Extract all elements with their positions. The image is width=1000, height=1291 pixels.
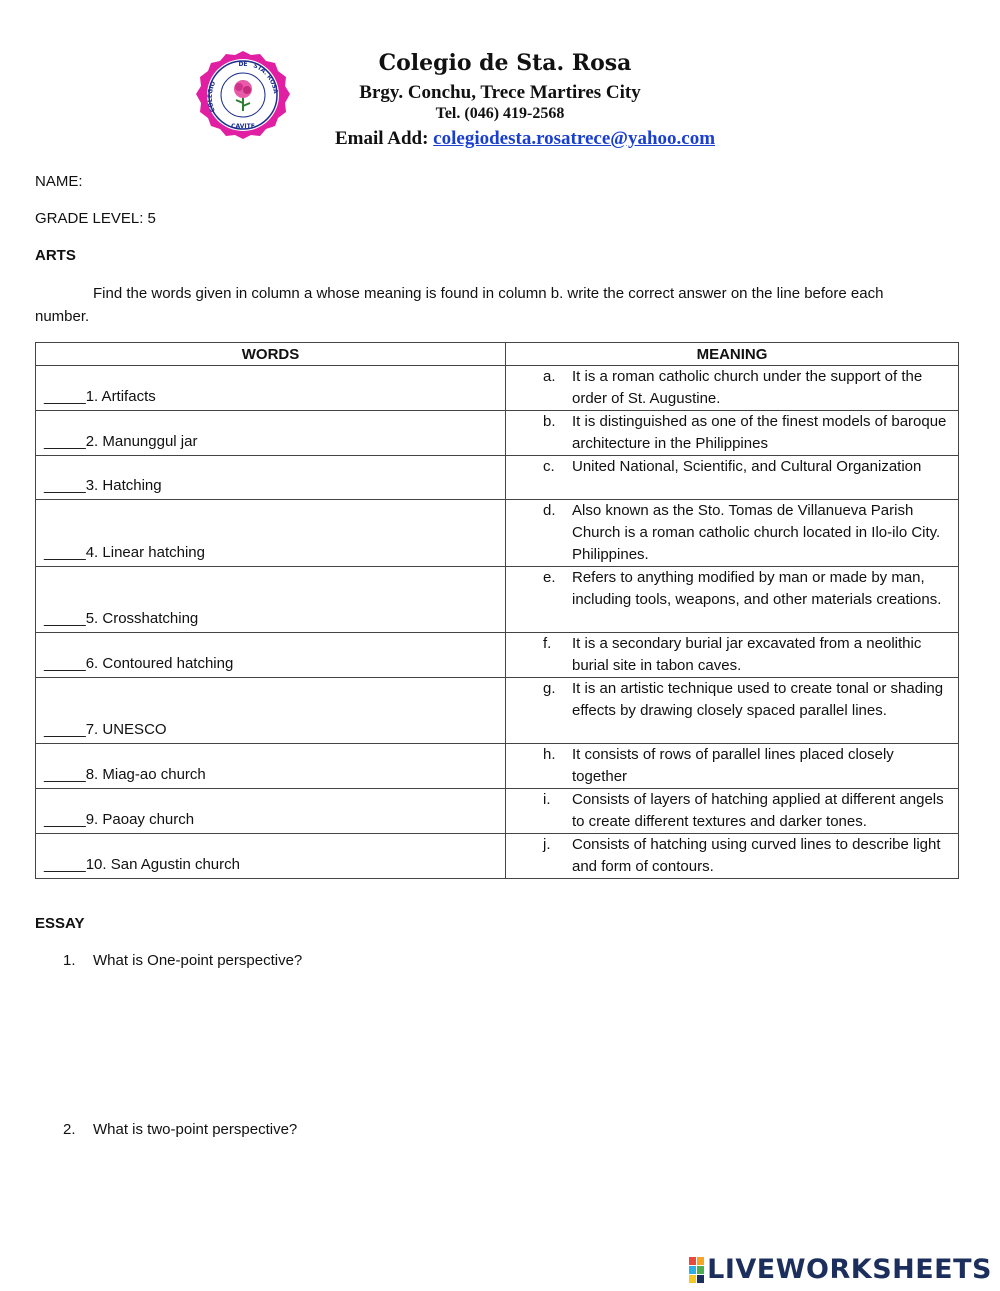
word-cell (36, 789, 506, 834)
meaning-letter: e. (543, 569, 556, 586)
brand-text: LIVEWORKSHEETS (707, 1254, 992, 1285)
word-cell (36, 834, 506, 879)
meaning-letter: i. (543, 791, 551, 808)
section-title-arts: ARTS (35, 247, 76, 264)
meaning-text: It is a secondary burial jar excavated from a neolithic burial site in tabon caves. (572, 635, 922, 674)
meaning-letter: d. (543, 502, 556, 519)
meaning-text: It is an artistic technique used to create tonal or shading effects by drawing closely spaced parallel lines. (572, 680, 944, 719)
meaning-cell (506, 456, 959, 500)
table-row (36, 789, 959, 834)
word-item: _____6. Contoured hatching (44, 655, 234, 672)
meaning-cell (506, 411, 959, 456)
essay-number: 2. (63, 1121, 76, 1138)
table-row (36, 744, 959, 789)
logo-left-text: COLEGIO (206, 80, 218, 113)
word-cell (36, 567, 506, 633)
meaning-text: It consists of rows of parallel lines placed closely together (572, 746, 894, 785)
name-label: NAME: (35, 173, 83, 190)
word-item: _____8. Miag-ao church (44, 766, 206, 783)
meaning-text: Refers to anything modified by man or made by man, including tools, weapons, and other materials creations. (572, 569, 942, 608)
meaning-cell (506, 834, 959, 879)
meaning-text: Consists of layers of hatching applied at different angels to create different textures and darker tones. (572, 791, 944, 830)
table-row (36, 456, 959, 500)
meaning-text: Also known as the Sto. Tomas de Villanueva Parish Church is a roman catholic church located in Ilo-ilo City. Philippines. (572, 502, 941, 563)
table-row (36, 500, 959, 567)
table-row (36, 633, 959, 678)
school-address: Brgy. Conchu, Trece Martires City (359, 82, 641, 103)
meaning-cell (506, 633, 959, 678)
school-name: Colegio de Sta. Rosa (378, 50, 632, 76)
word-item: _____7. UNESCO (44, 721, 167, 738)
meaning-text: United National, Scientific, and Cultural Organization (572, 458, 922, 475)
instructions: Find the words given in column a whose meaning is found in column b. write the correct answer on the line before each number. (35, 285, 884, 325)
word-cell (36, 500, 506, 567)
word-cell (36, 744, 506, 789)
essay-number: 1. (63, 952, 76, 969)
meaning-cell (506, 789, 959, 834)
logo-right-text: STA. ROSA (252, 62, 280, 95)
school-email-line (0, 128, 1000, 150)
logo-bottom-text: CAVITE (231, 123, 255, 130)
brand-blocks-icon (689, 1257, 704, 1283)
table-row (36, 678, 959, 744)
meaning-letter: h. (543, 746, 556, 763)
meaning-letter: b. (543, 413, 556, 430)
grade-level-label: GRADE LEVEL: 5 (35, 210, 156, 227)
word-cell (36, 633, 506, 678)
table-row (36, 834, 959, 879)
essay-question-text: What is two-point perspective? (93, 1121, 298, 1138)
word-item: _____5. Crosshatching (44, 610, 199, 627)
word-item: _____3. Hatching (44, 477, 162, 494)
table-header-row (36, 343, 959, 366)
essay-question-2 (63, 1121, 297, 1138)
meaning-cell (506, 744, 959, 789)
essay-question-1 (63, 952, 302, 969)
logo-top-text: DE (238, 61, 248, 68)
email-link[interactable]: colegiodesta.rosatrece@yahoo.com (433, 128, 716, 149)
matching-table (35, 342, 959, 879)
meaning-letter: j. (543, 836, 551, 853)
school-telephone: Tel. (046) 419-2568 (435, 105, 565, 122)
word-item: _____1. Artifacts (44, 388, 156, 405)
meaning-letter: g. (543, 680, 556, 697)
meaning-cell (506, 567, 959, 633)
meaning-cell (506, 366, 959, 411)
meaning-letter: c. (543, 458, 555, 475)
meaning-text: It is distinguished as one of the finest models of baroque architecture in the Philippines (572, 413, 947, 452)
word-cell (36, 366, 506, 411)
essay-question-text: What is One-point perspective? (93, 952, 303, 969)
table-row (36, 411, 959, 456)
meaning-text: It is a roman catholic church under the support of the order of St. Augustine. (572, 368, 923, 407)
meaning-letter: a. (543, 368, 556, 385)
liveworksheets-brand (689, 1254, 992, 1285)
word-item: _____9. Paoay church (44, 811, 195, 828)
word-item: _____2. Manunggul jar (44, 433, 198, 450)
word-cell (36, 411, 506, 456)
table-row (36, 567, 959, 633)
section-title-essay: ESSAY (35, 915, 85, 932)
word-cell (36, 678, 506, 744)
table-row (36, 366, 959, 411)
meaning-letter: f. (543, 635, 552, 652)
meaning-text: Consists of hatching using curved lines to describe light and form of contours. (572, 836, 941, 875)
word-item: _____10. San Agustin church (44, 856, 240, 873)
header-words: WORDS (36, 343, 506, 366)
word-item: _____4. Linear hatching (44, 544, 205, 561)
word-cell (36, 456, 506, 500)
meaning-cell (506, 678, 959, 744)
header-meaning: MEANING (506, 343, 959, 366)
email-label: Email Add: (334, 128, 429, 149)
meaning-cell (506, 500, 959, 567)
